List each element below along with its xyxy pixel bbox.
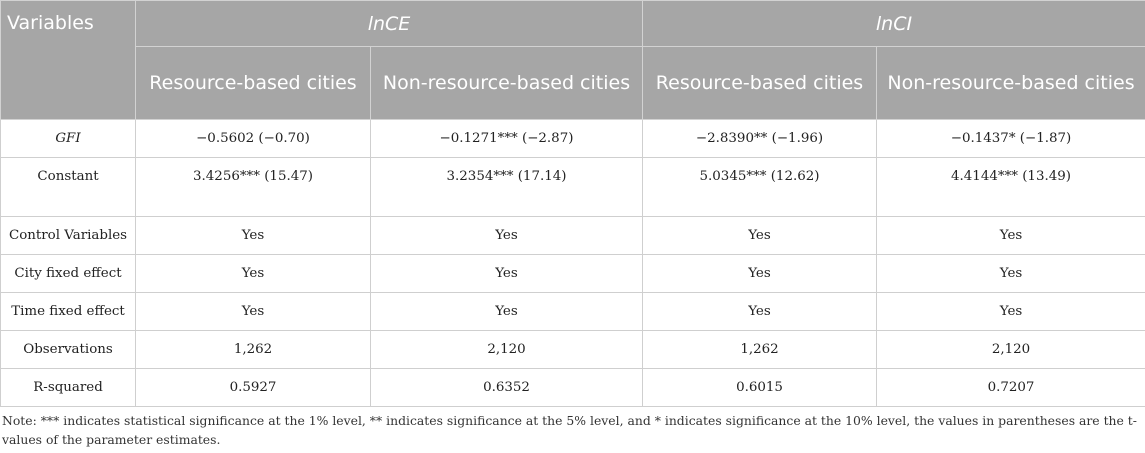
table-cell: 3.4256*** (15.47) — [136, 158, 371, 217]
table-cell: −2.8390** (−1.96) — [643, 120, 877, 158]
table-cell: 3.2354*** (17.14) — [371, 158, 643, 217]
table-cell: 0.7207 — [877, 369, 1145, 407]
table-cell: Yes — [136, 255, 371, 293]
table-cell: 4.4144*** (13.49) — [877, 158, 1145, 217]
table-row — [1, 255, 1145, 293]
table-row — [1, 158, 1145, 217]
table-cell: Yes — [877, 293, 1145, 331]
table-cell: −0.1437* (−1.87) — [877, 120, 1145, 158]
table-cell: −0.1271*** (−2.87) — [371, 120, 643, 158]
table-note: Note: *** indicates statistical significance at the 1% level, ** indicates significance at the 5% level, and * indicates significance at the 10% level, the values in parentheses are the t-values of the parameter estimates. — [2, 413, 1137, 447]
row-label: Control Variables — [1, 217, 136, 255]
table-row — [1, 293, 1145, 331]
table-cell: Yes — [371, 293, 643, 331]
table-cell: Yes — [371, 255, 643, 293]
table-cell: 2,120 — [877, 331, 1145, 369]
table-row — [1, 369, 1145, 407]
table-row — [1, 331, 1145, 369]
header-group-lnce: lnCE — [136, 1, 643, 47]
table-header — [1, 1, 1145, 120]
header-col-4: Non-resource-based cities — [877, 47, 1145, 120]
header-col-2: Non-resource-based cities — [371, 47, 643, 120]
table-cell: 2,120 — [371, 331, 643, 369]
table-cell: Yes — [643, 217, 877, 255]
row-label: Time fixed effect — [1, 293, 136, 331]
table-cell: Yes — [136, 293, 371, 331]
table-cell: 5.0345*** (12.62) — [643, 158, 877, 217]
row-label: Constant — [1, 158, 136, 217]
table-cell: Yes — [136, 217, 371, 255]
row-label: Observations — [1, 331, 136, 369]
row-label: R-squared — [1, 369, 136, 407]
table-cell: 0.5927 — [136, 369, 371, 407]
table-cell: Yes — [643, 293, 877, 331]
header-group-lnci: lnCI — [643, 1, 1145, 47]
header-col-1: Resource-based cities — [136, 47, 371, 120]
table-cell: 1,262 — [136, 331, 371, 369]
table-cell: Yes — [371, 217, 643, 255]
table-row — [1, 217, 1145, 255]
table-cell: 1,262 — [643, 331, 877, 369]
table-cell: Yes — [877, 217, 1145, 255]
table-cell: 0.6352 — [371, 369, 643, 407]
table-cell: Yes — [643, 255, 877, 293]
table-cell: 0.6015 — [643, 369, 877, 407]
table-body — [1, 120, 1145, 407]
header-col-3: Resource-based cities — [643, 47, 877, 120]
table-row — [1, 120, 1145, 158]
header-variables: Variables — [1, 1, 136, 120]
table-cell: Yes — [877, 255, 1145, 293]
row-label: City fixed effect — [1, 255, 136, 293]
row-label: GFI — [1, 120, 136, 158]
table-cell: −0.5602 (−0.70) — [136, 120, 371, 158]
